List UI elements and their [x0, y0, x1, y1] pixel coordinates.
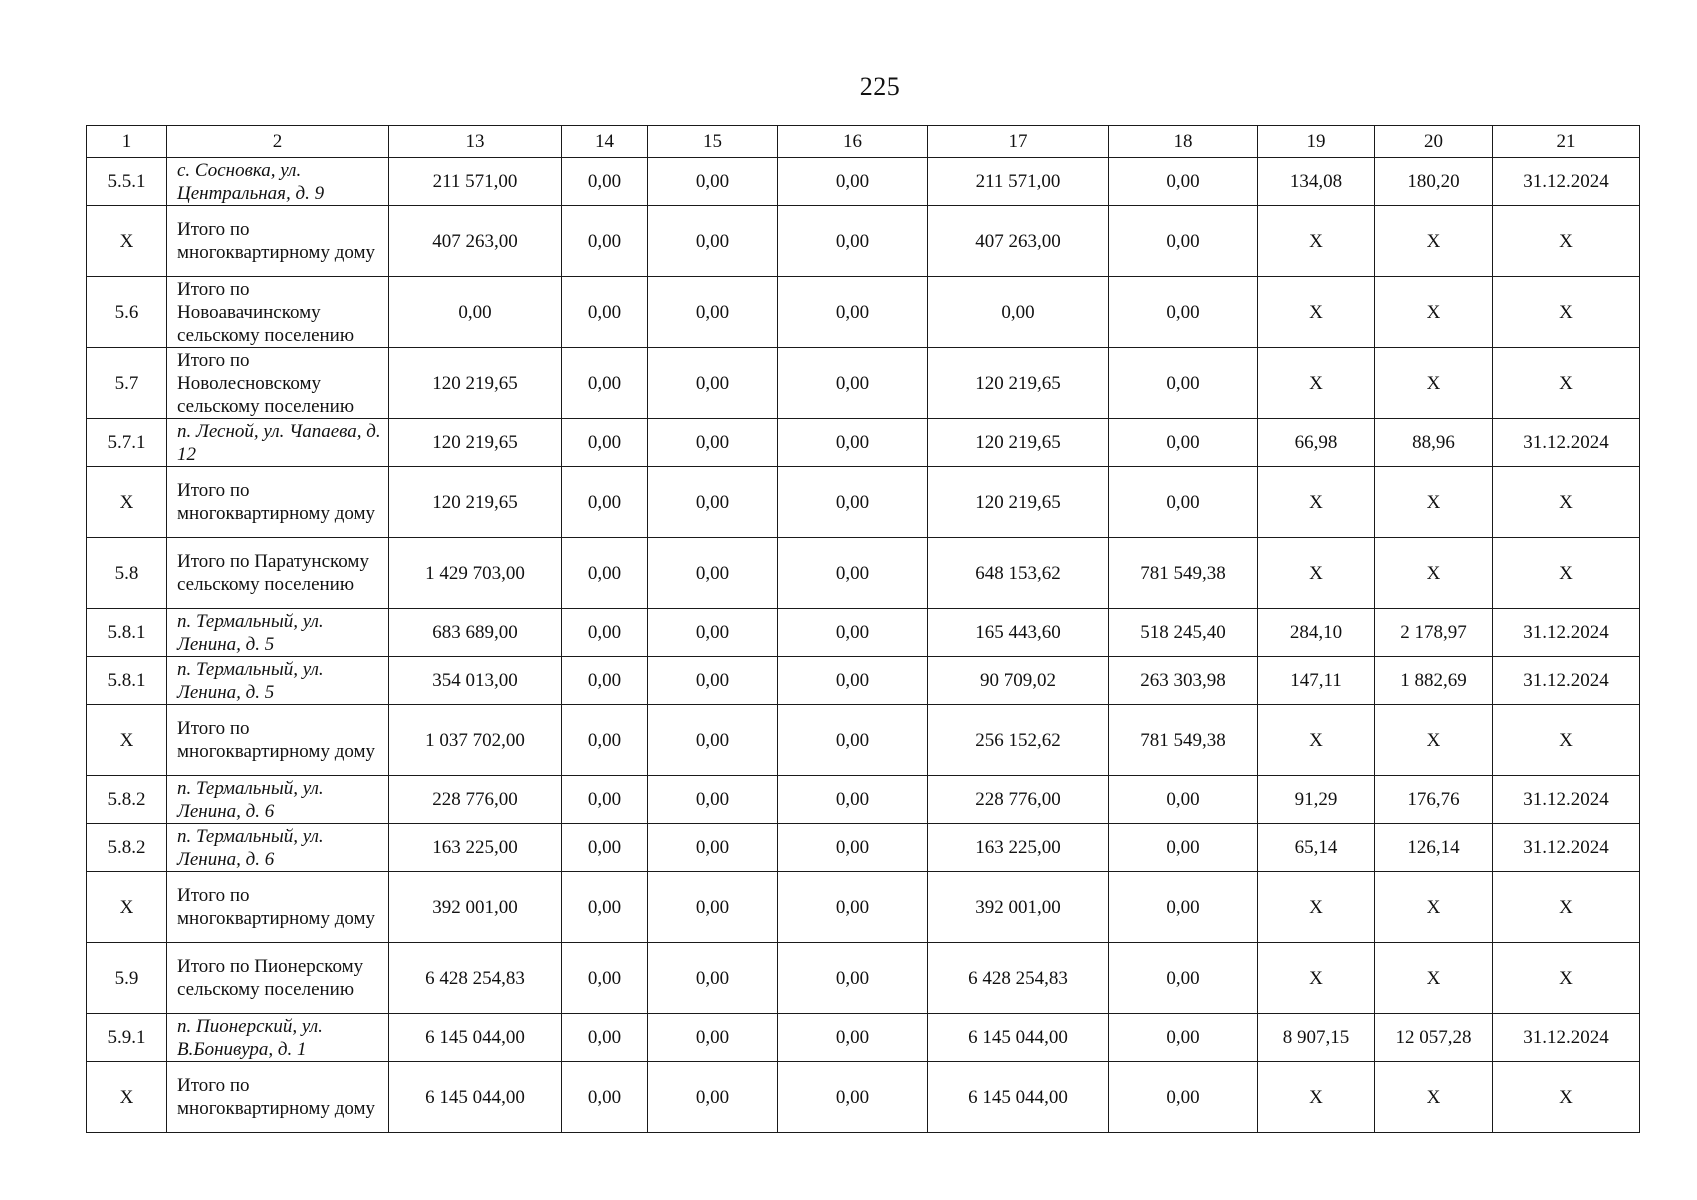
- table-cell: 0,00: [562, 943, 648, 1014]
- address-cell: п. Пионерский, ул. В.Бонивура, д. 1: [167, 1014, 389, 1062]
- table-cell: 0,00: [928, 277, 1109, 348]
- address-cell: Итого по Новолесновскому сельскому поселению: [167, 348, 389, 419]
- table-cell: X: [1493, 348, 1640, 419]
- table-cell: 0,00: [648, 419, 778, 467]
- table-cell: 0,00: [1109, 1014, 1258, 1062]
- table-cell: 781 549,38: [1109, 705, 1258, 776]
- table-cell: X: [1375, 277, 1493, 348]
- table-cell: 0,00: [648, 348, 778, 419]
- table-cell: 0,00: [562, 206, 648, 277]
- table-cell: 0,00: [778, 419, 928, 467]
- table-cell: 0,00: [778, 158, 928, 206]
- column-header: 15: [648, 126, 778, 158]
- table-cell: X: [87, 705, 167, 776]
- table-cell: 0,00: [648, 158, 778, 206]
- table-cell: X: [1258, 1062, 1375, 1133]
- table-cell: 0,00: [1109, 467, 1258, 538]
- table-cell: 5.9.1: [87, 1014, 167, 1062]
- table-cell: 5.8: [87, 538, 167, 609]
- table-cell: 0,00: [562, 657, 648, 705]
- table-cell: 0,00: [1109, 419, 1258, 467]
- address-cell: Итого по многоквартирному дому: [167, 206, 389, 277]
- table-cell: 31.12.2024: [1493, 158, 1640, 206]
- table-cell: X: [87, 206, 167, 277]
- table-cell: 0,00: [1109, 824, 1258, 872]
- table-cell: X: [87, 467, 167, 538]
- table-cell: 0,00: [648, 1062, 778, 1133]
- address-cell: Итого по Паратунскому сельскому поселению: [167, 538, 389, 609]
- table-cell: 31.12.2024: [1493, 824, 1640, 872]
- table-cell: 120 219,65: [389, 348, 562, 419]
- table-cell: 1 429 703,00: [389, 538, 562, 609]
- table-cell: X: [1258, 705, 1375, 776]
- table-cell: 0,00: [778, 1014, 928, 1062]
- table-cell: 2 178,97: [1375, 609, 1493, 657]
- table-cell: 256 152,62: [928, 705, 1109, 776]
- table-cell: 12 057,28: [1375, 1014, 1493, 1062]
- table-cell: 163 225,00: [389, 824, 562, 872]
- table-cell: X: [1258, 348, 1375, 419]
- address-cell: п. Термальный, ул. Ленина, д. 5: [167, 657, 389, 705]
- table-cell: X: [87, 872, 167, 943]
- table-row: [87, 206, 1640, 277]
- table-cell: 6 428 254,83: [389, 943, 562, 1014]
- table-row: [87, 467, 1640, 538]
- table-cell: X: [1258, 872, 1375, 943]
- table-cell: X: [1258, 538, 1375, 609]
- table-cell: 5.9: [87, 943, 167, 1014]
- table-cell: X: [1493, 277, 1640, 348]
- table-cell: 0,00: [562, 872, 648, 943]
- table-cell: 0,00: [778, 348, 928, 419]
- table-row: [87, 1014, 1640, 1062]
- table-cell: 0,00: [778, 277, 928, 348]
- table-cell: 31.12.2024: [1493, 1014, 1640, 1062]
- table-cell: 0,00: [1109, 348, 1258, 419]
- table-cell: 0,00: [648, 872, 778, 943]
- table-cell: 6 145 044,00: [928, 1062, 1109, 1133]
- table-cell: X: [1493, 467, 1640, 538]
- table-cell: 65,14: [1258, 824, 1375, 872]
- table-cell: 5.8.1: [87, 657, 167, 705]
- table-cell: 0,00: [648, 538, 778, 609]
- column-header: 18: [1109, 126, 1258, 158]
- table-cell: 6 145 044,00: [389, 1014, 562, 1062]
- table-cell: 66,98: [1258, 419, 1375, 467]
- table-cell: 6 145 044,00: [389, 1062, 562, 1133]
- table-cell: 392 001,00: [928, 872, 1109, 943]
- table-cell: X: [1258, 277, 1375, 348]
- table-cell: 407 263,00: [389, 206, 562, 277]
- table-cell: 0,00: [1109, 158, 1258, 206]
- table-row: [87, 943, 1640, 1014]
- column-header: 19: [1258, 126, 1375, 158]
- address-cell: п. Термальный, ул. Ленина, д. 5: [167, 609, 389, 657]
- table-cell: 0,00: [778, 609, 928, 657]
- table-cell: 211 571,00: [928, 158, 1109, 206]
- table-cell: 0,00: [778, 657, 928, 705]
- table-cell: 120 219,65: [928, 467, 1109, 538]
- column-header: 13: [389, 126, 562, 158]
- column-header: 14: [562, 126, 648, 158]
- table-cell: 0,00: [562, 277, 648, 348]
- table-cell: 683 689,00: [389, 609, 562, 657]
- table-cell: 0,00: [562, 776, 648, 824]
- address-cell: п. Лесной, ул. Чапаева, д. 12: [167, 419, 389, 467]
- table-cell: X: [1493, 943, 1640, 1014]
- column-header: 21: [1493, 126, 1640, 158]
- table-cell: 120 219,65: [928, 348, 1109, 419]
- table-cell: 31.12.2024: [1493, 776, 1640, 824]
- table-cell: 6 145 044,00: [928, 1014, 1109, 1062]
- table-cell: X: [1375, 705, 1493, 776]
- table-cell: 407 263,00: [928, 206, 1109, 277]
- table-cell: X: [1493, 538, 1640, 609]
- address-cell: п. Термальный, ул. Ленина, д. 6: [167, 824, 389, 872]
- table-cell: 0,00: [648, 657, 778, 705]
- address-cell: Итого по Новоавачинскому сельскому поселению: [167, 277, 389, 348]
- table-cell: X: [1493, 206, 1640, 277]
- data-table: [86, 125, 1640, 1133]
- table-cell: 126,14: [1375, 824, 1493, 872]
- table-cell: X: [1375, 943, 1493, 1014]
- table-cell: 88,96: [1375, 419, 1493, 467]
- table-cell: 0,00: [562, 1014, 648, 1062]
- table-row: [87, 705, 1640, 776]
- table-cell: 147,11: [1258, 657, 1375, 705]
- table-cell: 5.8.2: [87, 776, 167, 824]
- table-cell: 90 709,02: [928, 657, 1109, 705]
- table-cell: 0,00: [562, 348, 648, 419]
- table-cell: 0,00: [648, 776, 778, 824]
- address-cell: п. Термальный, ул. Ленина, д. 6: [167, 776, 389, 824]
- table-cell: 0,00: [562, 824, 648, 872]
- address-cell: Итого по многоквартирному дому: [167, 872, 389, 943]
- column-header: 17: [928, 126, 1109, 158]
- table-cell: 91,29: [1258, 776, 1375, 824]
- table-cell: X: [1375, 206, 1493, 277]
- table-cell: X: [1258, 943, 1375, 1014]
- table-cell: X: [1493, 705, 1640, 776]
- table-row: [87, 538, 1640, 609]
- table-cell: 0,00: [562, 158, 648, 206]
- table-cell: X: [1258, 206, 1375, 277]
- column-header: 1: [87, 126, 167, 158]
- table-cell: 228 776,00: [389, 776, 562, 824]
- table-cell: 0,00: [648, 1014, 778, 1062]
- table-cell: 284,10: [1258, 609, 1375, 657]
- table-row: [87, 872, 1640, 943]
- table-cell: 0,00: [778, 872, 928, 943]
- table-row: [87, 609, 1640, 657]
- table-cell: 176,76: [1375, 776, 1493, 824]
- table-row: [87, 158, 1640, 206]
- table-cell: 0,00: [1109, 943, 1258, 1014]
- table-cell: 392 001,00: [389, 872, 562, 943]
- table-row: [87, 348, 1640, 419]
- table-cell: 31.12.2024: [1493, 419, 1640, 467]
- table-cell: 0,00: [389, 277, 562, 348]
- table-row: [87, 776, 1640, 824]
- table-cell: 1 882,69: [1375, 657, 1493, 705]
- table-cell: 263 303,98: [1109, 657, 1258, 705]
- header-row: [87, 126, 1640, 158]
- table-cell: 0,00: [648, 609, 778, 657]
- table-cell: 0,00: [562, 538, 648, 609]
- table-row: [87, 419, 1640, 467]
- table-cell: 0,00: [648, 705, 778, 776]
- table-cell: 0,00: [778, 538, 928, 609]
- address-cell: Итого по многоквартирному дому: [167, 467, 389, 538]
- table-cell: 180,20: [1375, 158, 1493, 206]
- table-cell: 0,00: [778, 943, 928, 1014]
- table-cell: 120 219,65: [389, 467, 562, 538]
- table-cell: X: [1375, 467, 1493, 538]
- table-cell: 648 153,62: [928, 538, 1109, 609]
- column-header: 20: [1375, 126, 1493, 158]
- table-cell: 134,08: [1258, 158, 1375, 206]
- table-cell: 5.6: [87, 277, 167, 348]
- table-cell: 0,00: [778, 1062, 928, 1133]
- table-cell: 0,00: [562, 705, 648, 776]
- table-cell: 8 907,15: [1258, 1014, 1375, 1062]
- table-cell: 163 225,00: [928, 824, 1109, 872]
- table-cell: 0,00: [778, 776, 928, 824]
- table-row: [87, 824, 1640, 872]
- table-cell: 0,00: [1109, 776, 1258, 824]
- table-row: [87, 277, 1640, 348]
- table-cell: 0,00: [648, 943, 778, 1014]
- table-cell: X: [1258, 467, 1375, 538]
- table-cell: 31.12.2024: [1493, 609, 1640, 657]
- table-cell: 1 037 702,00: [389, 705, 562, 776]
- column-header: 16: [778, 126, 928, 158]
- table-cell: 0,00: [1109, 206, 1258, 277]
- table-cell: 0,00: [562, 419, 648, 467]
- table-cell: 0,00: [1109, 872, 1258, 943]
- table-cell: 0,00: [778, 824, 928, 872]
- table-cell: 120 219,65: [389, 419, 562, 467]
- table-body: [87, 158, 1640, 1133]
- table-cell: 0,00: [648, 824, 778, 872]
- table-cell: 0,00: [648, 206, 778, 277]
- table-cell: 0,00: [648, 467, 778, 538]
- address-cell: Итого по Пионерскому сельскому поселению: [167, 943, 389, 1014]
- table-cell: X: [1375, 1062, 1493, 1133]
- address-cell: Итого по многоквартирному дому: [167, 705, 389, 776]
- table-cell: 31.12.2024: [1493, 657, 1640, 705]
- table-cell: X: [1375, 538, 1493, 609]
- table-row: [87, 657, 1640, 705]
- table-cell: 6 428 254,83: [928, 943, 1109, 1014]
- table-cell: 0,00: [778, 705, 928, 776]
- table-cell: 5.8.2: [87, 824, 167, 872]
- table-cell: 0,00: [1109, 1062, 1258, 1133]
- table-cell: X: [1375, 872, 1493, 943]
- table-cell: 0,00: [648, 277, 778, 348]
- table-cell: 165 443,60: [928, 609, 1109, 657]
- table-cell: 5.8.1: [87, 609, 167, 657]
- table-cell: 518 245,40: [1109, 609, 1258, 657]
- table-cell: 0,00: [562, 467, 648, 538]
- table-cell: 0,00: [778, 467, 928, 538]
- table-cell: 0,00: [562, 1062, 648, 1133]
- table-cell: X: [1493, 872, 1640, 943]
- table-cell: X: [1375, 348, 1493, 419]
- table-cell: X: [87, 1062, 167, 1133]
- table-cell: 120 219,65: [928, 419, 1109, 467]
- table-cell: 0,00: [562, 609, 648, 657]
- table-cell: 0,00: [1109, 277, 1258, 348]
- table-cell: 354 013,00: [389, 657, 562, 705]
- table-cell: X: [1493, 1062, 1640, 1133]
- column-header: 2: [167, 126, 389, 158]
- table-cell: 781 549,38: [1109, 538, 1258, 609]
- address-cell: Итого по многоквартирному дому: [167, 1062, 389, 1133]
- address-cell: с. Сосновка, ул. Центральная, д. 9: [167, 158, 389, 206]
- table-cell: 5.7.1: [87, 419, 167, 467]
- table-cell: 228 776,00: [928, 776, 1109, 824]
- table-cell: 5.7: [87, 348, 167, 419]
- table-cell: 211 571,00: [389, 158, 562, 206]
- table-row: [87, 1062, 1640, 1133]
- table-cell: 0,00: [778, 206, 928, 277]
- page-number: 225: [859, 72, 901, 101]
- table-cell: 5.5.1: [87, 158, 167, 206]
